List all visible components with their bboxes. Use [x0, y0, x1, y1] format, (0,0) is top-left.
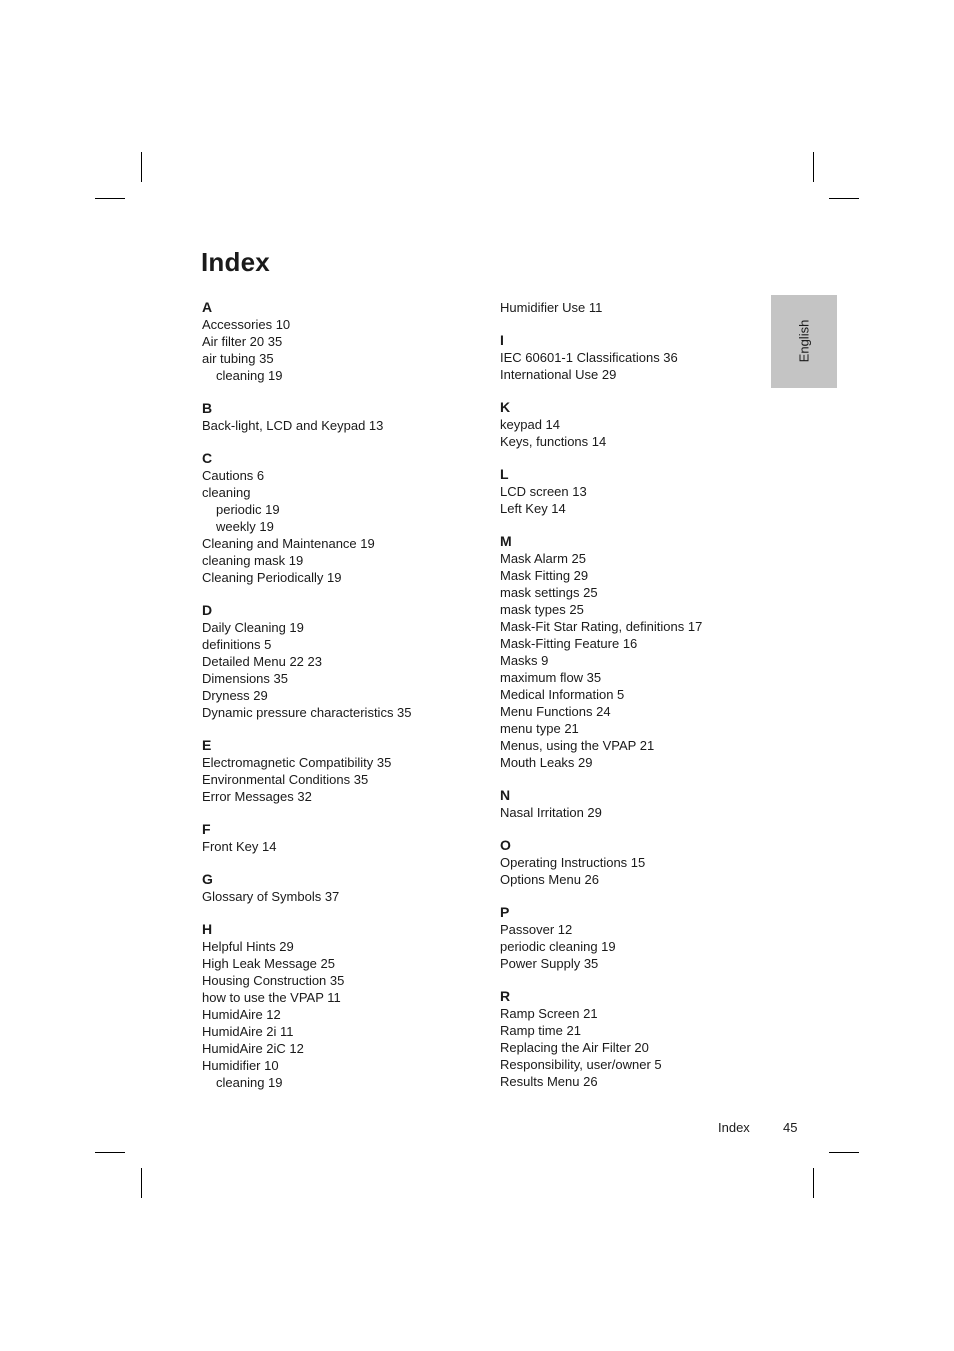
index-entry: Medical Information 5: [500, 687, 625, 702]
index-entry: Dryness 29: [202, 688, 268, 703]
index-entry: Back-light, LCD and Keypad 13: [202, 418, 384, 433]
crop-mark: [141, 152, 142, 182]
crop-mark: [95, 1152, 125, 1153]
index-entry: Front Key 14: [202, 839, 277, 854]
index-entry: International Use 29: [500, 367, 617, 382]
index-letter-heading: H: [202, 921, 213, 937]
index-entry: Dynamic pressure characteristics 35: [202, 705, 412, 720]
index-letter-heading: G: [202, 871, 213, 887]
index-letter-heading: L: [500, 466, 509, 482]
index-section: [500, 332, 780, 383]
index-entry: LCD screen 13: [500, 484, 587, 499]
index-letter-heading: O: [500, 837, 511, 853]
index-section: [500, 837, 780, 888]
index-entry: Air filter 20 35: [202, 334, 283, 349]
index-letter-heading: F: [202, 821, 211, 837]
index-letter-heading: C: [202, 450, 213, 466]
language-tab-label: English: [796, 319, 812, 363]
index-section: [202, 821, 482, 855]
index-letter-heading: D: [202, 602, 213, 618]
index-entry: definitions 5: [202, 637, 272, 652]
index-entry: air tubing 35: [202, 351, 274, 366]
index-column-right: [500, 299, 780, 1106]
index-entry: Left Key 14: [500, 501, 566, 516]
index-letter-heading: N: [500, 787, 511, 803]
index-section: [202, 602, 482, 721]
crop-mark: [813, 152, 814, 182]
index-entry: IEC 60601-1 Classifications 36: [500, 350, 678, 365]
index-subentry: weekly 19: [216, 519, 274, 534]
index-entry: Results Menu 26: [500, 1074, 598, 1089]
index-entry: Housing Construction 35: [202, 973, 345, 988]
index-section: [202, 400, 482, 434]
index-entry: menu type 21: [500, 721, 579, 736]
index-entry: Responsibility, user/owner 5: [500, 1057, 662, 1072]
index-entry: mask types 25: [500, 602, 584, 617]
index-subentry: periodic 19: [216, 502, 280, 517]
index-entry: cleaning: [202, 485, 251, 500]
index-entry: Options Menu 26: [500, 872, 600, 887]
index-subentry: cleaning 19: [216, 1075, 283, 1090]
index-entry: Keys, functions 14: [500, 434, 607, 449]
index-letter-heading: P: [500, 904, 510, 920]
index-letter-heading: B: [202, 400, 213, 416]
footer-page-number: 45: [783, 1120, 798, 1135]
index-entry: Ramp Screen 21: [500, 1006, 598, 1021]
index-entry: Masks 9: [500, 653, 549, 668]
index-section: [500, 904, 780, 972]
index-column-left: [202, 299, 482, 1107]
index-letter-heading: M: [500, 533, 512, 549]
index-entry: Error Messages 32: [202, 789, 312, 804]
index-entry: Passover 12: [500, 922, 573, 937]
index-letter-heading: E: [202, 737, 212, 753]
index-entry: Humidifier Use 11: [500, 300, 603, 315]
index-entry: Mask Alarm 25: [500, 551, 586, 566]
index-entry: Mask-Fit Star Rating, definitions 17: [500, 619, 703, 634]
index-entry: Operating Instructions 15: [500, 855, 646, 870]
index-section: [202, 871, 482, 905]
index-letter-heading: A: [202, 299, 213, 315]
index-entry: HumidAire 12: [202, 1007, 281, 1022]
crop-mark: [829, 198, 859, 199]
index-entry: Menu Functions 24: [500, 704, 611, 719]
footer-section-label: Index: [718, 1120, 750, 1135]
index-entry: how to use the VPAP 11: [202, 990, 341, 1005]
crop-mark: [95, 198, 125, 199]
index-entry: Ramp time 21: [500, 1023, 581, 1038]
index-entry: Accessories 10: [202, 317, 291, 332]
index-section: [202, 450, 482, 586]
index-entry: Electromagnetic Compatibility 35: [202, 755, 392, 770]
index-section: [500, 299, 780, 316]
index-entry: Mask-Fitting Feature 16: [500, 636, 638, 651]
crop-mark: [829, 1152, 859, 1153]
index-letter-heading: R: [500, 988, 511, 1004]
index-entry: Nasal Irritation 29: [500, 805, 602, 820]
page-title: Index: [201, 247, 270, 277]
index-entry: cleaning mask 19: [202, 553, 304, 568]
index-entry: Detailed Menu 22 23: [202, 654, 322, 669]
index-letter-heading: K: [500, 399, 511, 415]
index-entry: Cleaning and Maintenance 19: [202, 536, 375, 551]
index-entry: Cautions 6: [202, 468, 265, 483]
index-entry: maximum flow 35: [500, 670, 602, 685]
index-entry: Menus, using the VPAP 21: [500, 738, 655, 753]
index-section: [500, 533, 780, 771]
crop-mark: [141, 1168, 142, 1198]
index-entry: Helpful Hints 29: [202, 939, 294, 954]
index-entry: Daily Cleaning 19: [202, 620, 304, 635]
index-entry: Mask Fitting 29: [500, 568, 589, 583]
index-entry: Humidifier 10: [202, 1058, 279, 1073]
index-entry: Environmental Conditions 35: [202, 772, 369, 787]
index-entry: HumidAire 2iC 12: [202, 1041, 304, 1056]
crop-mark: [813, 1168, 814, 1198]
index-section: [500, 988, 780, 1090]
index-subentry: cleaning 19: [216, 368, 283, 383]
index-entry: Power Supply 35: [500, 956, 599, 971]
index-entry: High Leak Message 25: [202, 956, 335, 971]
language-tab: [771, 295, 837, 388]
index-entry: keypad 14: [500, 417, 560, 432]
index-section: [500, 466, 780, 517]
index-section: [500, 399, 780, 450]
index-section: [202, 737, 482, 805]
index-entry: Mouth Leaks 29: [500, 755, 593, 770]
index-entry: Glossary of Symbols 37: [202, 889, 340, 904]
index-entry: Dimensions 35: [202, 671, 288, 686]
index-section: [500, 787, 780, 821]
index-section: [202, 299, 482, 384]
index-entry: Replacing the Air Filter 20: [500, 1040, 649, 1055]
index-entry: mask settings 25: [500, 585, 598, 600]
index-entry: Cleaning Periodically 19: [202, 570, 342, 585]
index-section: [202, 921, 482, 1091]
index-letter-heading: I: [500, 332, 504, 348]
index-entry: periodic cleaning 19: [500, 939, 616, 954]
index-entry: HumidAire 2i 11: [202, 1024, 294, 1039]
